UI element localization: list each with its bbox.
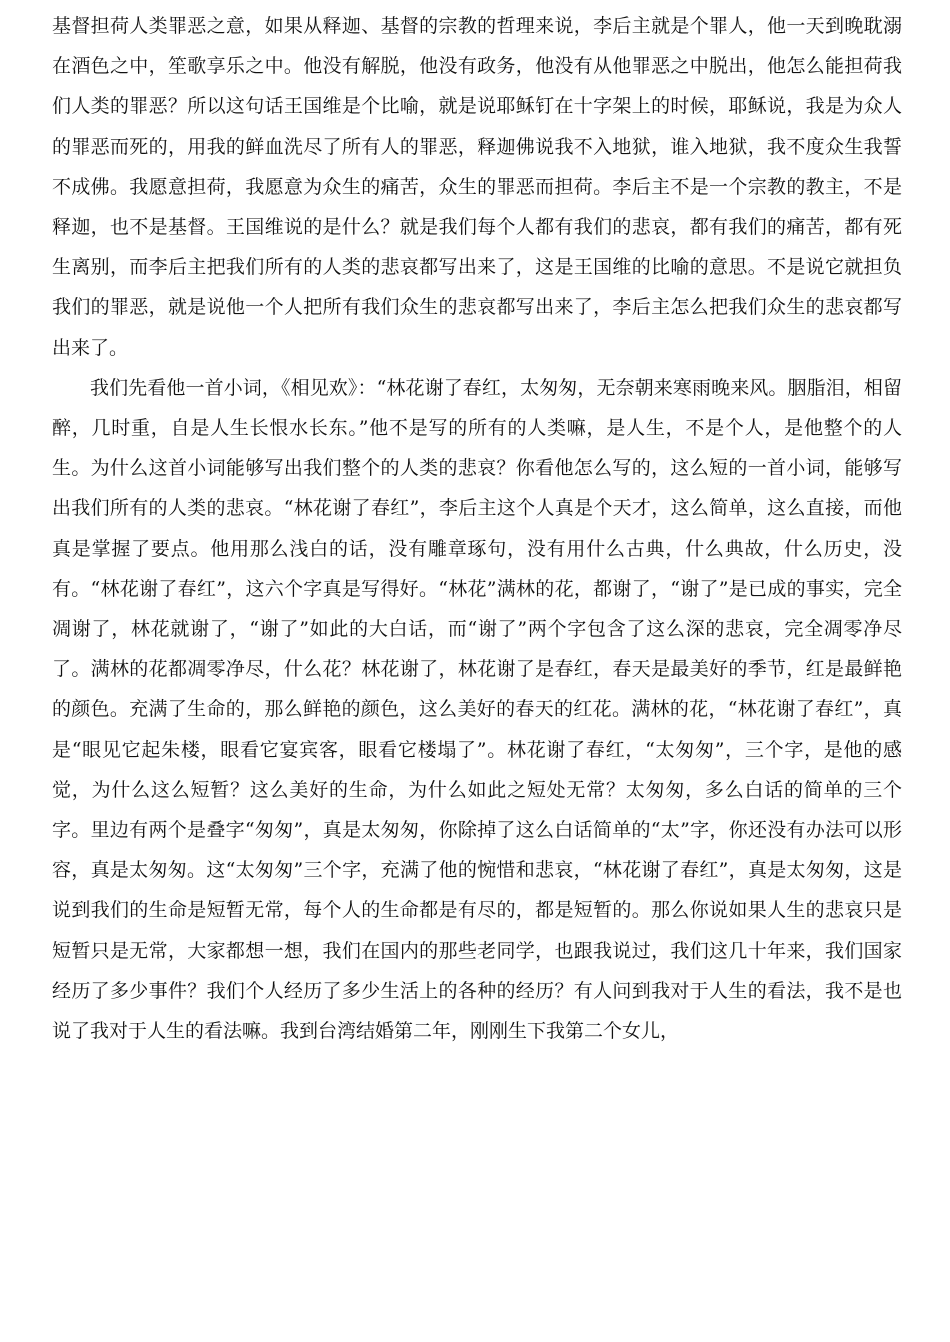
document-body xyxy=(52,6,902,1051)
paragraph-2: 我们先看他一首小词，《相见欢》：“林花谢了春红，太匆匆，无奈朝来寒雨晚来风。胭脂泪，相留醉，几时重，自是人生长恨水长东。”他不是写的所有的人类嘛，是人生，不是个人，是他整个的人生。为什么这首小词能够写出我们整个的人类的悲哀？你看他怎么写的，这么短的一首小词，能够写出我们所有的人类的悲哀。“林花谢了春红”，李后主这个人真是个天才，这么简单，这么直接，而他真是掌握了要点。他用那么浅白的话，没有雕章琢句，没有用什么古典，什么典故，什么历史，没有。“林花谢了春红”，这六个字真是写得好。“林花”满林的花，都谢了，“谢了”是已成的事实，完全凋谢了，林花就谢了，“谢了”如此的大白话，而“谢了”两个字包含了这么深的悲哀，完全凋零净尽了。满林的花都凋零净尽，什么花？林花谢了，林花谢了是春红，春天是最美好的季节，红是最鲜艳的颜色。充满了生命的，那么鲜艳的颜色，这么美好的春天的红花。满林的花，“林花谢了春红”，真是“眼见它起朱楼，眼看它宴宾客，眼看它楼塌了”。林花谢了春红，“太匆匆”，三个字，是他的感觉，为什么这么短暂？这么美好的生命，为什么如此之短处无常？太匆匆，多么白话的简单的三个字。里边有两个是叠字“匆匆”，真是太匆匆，你除掉了这么白话简单的“太”字，你还没有办法可以形容，真是太匆匆。这“太匆匆”三个字，充满了他的惋惜和悲哀，“林花谢了春红”，真是太匆匆，这是说到我们的生命是短暂无常，每个人的生命都是有尽的，都是短暂的。那么你说如果人生的悲哀只是短暂只是无常，大家都想一想，我们在国内的那些老同学，也跟我说过，我们这几十年来，我们国家经历了多少事件？我们个人经历了多少生活上的各种的经历？有人问到我对于人生的看法，我不是也说了我对于人生的看法嘛。我到台湾结婚第二年，刚刚生下我第二个女儿， xyxy=(52,376,902,1043)
paragraph-1: 基督担荷人类罪恶之意，如果从释迦、基督的宗教的哲理来说，李后主就是个罪人，他一天到晚耽溺在酒色之中，笙歌享乐之中。他没有解脱，他没有政务，他没有从他罪恶之中脱出，他怎么能担荷我们人类的罪恶？所以这句话王国维是个比喻，就是说耶稣钉在十字架上的时候，耶稣说，我是为众人的罪恶而死的，用我的鲜血洗尽了所有人的罪恶，释迦佛说我不入地狱，谁入地狱，我不度众生我誓不成佛。我愿意担荷，我愿意为众生的痛苦，众生的罪恶而担荷。李后主不是一个宗教的教主，不是释迦，也不是基督。王国维说的是什么？就是我们每个人都有我们的悲哀，都有我们的痛苦，都有死生离别，而李后主把我们所有的人类的悲哀都写出来了，这是王国维的比喻的意思。不是说它就担负我们的罪恶，就是说他一个人把所有我们众生的悲哀都写出来了，李后主怎么把我们众生的悲哀都写出来了。 xyxy=(52,15,902,359)
